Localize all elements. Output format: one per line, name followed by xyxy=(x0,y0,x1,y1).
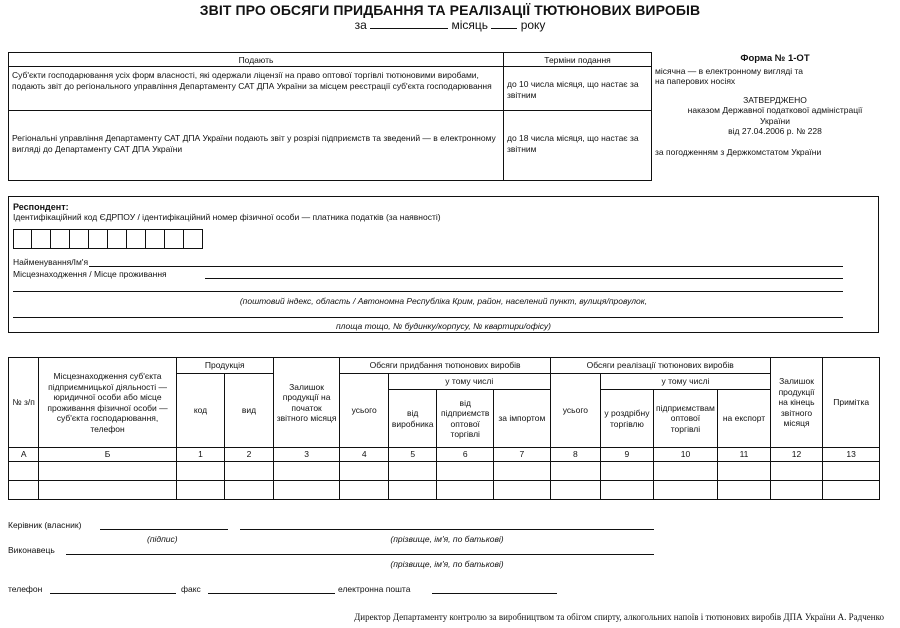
id-code-digit[interactable] xyxy=(70,229,89,249)
head-signature-field[interactable] xyxy=(100,529,228,530)
submitters-header: Подають xyxy=(9,53,504,67)
main-table xyxy=(8,357,880,500)
respondent-label: Респондент: xyxy=(13,202,69,212)
cell[interactable] xyxy=(225,461,274,480)
header-kind: вид xyxy=(225,374,274,448)
cell[interactable] xyxy=(653,480,718,499)
head-label: Керівник (власник) xyxy=(8,520,82,530)
col-num: 5 xyxy=(388,448,437,462)
deadlines-header: Терміни подання xyxy=(504,53,652,67)
cell[interactable] xyxy=(273,461,340,480)
header-from-wholesale: від підприємств оптової торгівлі xyxy=(437,390,494,448)
id-code-digit[interactable] xyxy=(165,229,184,249)
cell[interactable] xyxy=(176,480,225,499)
submitter-row-2: Регіональні управління Департаменту САТ ДПА України подають звіт у розрізі підприємств та зведений — в електронному вигляді до Департаменту САТ ДПА України xyxy=(9,111,504,181)
header-purchase: Обсяги придбання тютюнових виробів xyxy=(340,358,550,374)
address-hint-2: площа тощо, № будинку/корпусу, № квартири/офісу) xyxy=(336,321,551,331)
form-number: Форма № 1-ОТ xyxy=(740,53,810,64)
cell[interactable] xyxy=(770,480,823,499)
approved-by-line-2: України xyxy=(760,115,790,126)
column-number-row xyxy=(9,448,880,462)
cell[interactable] xyxy=(823,480,880,499)
cell[interactable] xyxy=(770,461,823,480)
header-purchase-total: усього xyxy=(340,374,389,448)
header-sales-total: усього xyxy=(550,374,601,448)
cell[interactable] xyxy=(9,480,39,499)
header-note: Примітка xyxy=(823,358,880,448)
cell[interactable] xyxy=(718,461,771,480)
reporting-period xyxy=(0,18,900,32)
col-num: 7 xyxy=(494,448,551,462)
approved-date: від 27.04.2006 р. № 228 xyxy=(728,126,822,136)
col-num: 13 xyxy=(823,448,880,462)
phone-field[interactable] xyxy=(50,593,176,594)
cell[interactable] xyxy=(494,480,551,499)
id-code-digit[interactable] xyxy=(32,229,51,249)
period-year-label: року xyxy=(520,18,546,32)
id-code-digit[interactable] xyxy=(51,229,70,249)
col-num: 12 xyxy=(770,448,823,462)
cell[interactable] xyxy=(494,461,551,480)
approved-by-line-1: наказом Державної податкової адміністрації xyxy=(687,105,863,115)
head-name-hint: (прізвище, ім'я, по батькові) xyxy=(390,534,504,544)
cell[interactable] xyxy=(340,461,389,480)
periodicity-line-2: на паперових носіях xyxy=(655,76,736,86)
header-row-number: № з/п xyxy=(9,358,39,448)
cell[interactable] xyxy=(225,480,274,499)
location-label: Місцезнаходження / Місце проживання xyxy=(13,269,167,279)
periodicity-line-1: місячна — в електронному вигляді та xyxy=(655,65,803,76)
header-code: код xyxy=(176,374,225,448)
header-product: Продукція xyxy=(176,358,273,374)
id-code-digit[interactable] xyxy=(184,229,203,249)
col-num: 3 xyxy=(273,448,340,462)
cell[interactable] xyxy=(823,461,880,480)
header-to-wholesale: підприємствам оптової торгівлі xyxy=(653,390,718,448)
respondent-block xyxy=(8,196,879,333)
name-field[interactable] xyxy=(89,266,843,267)
id-code-boxes[interactable] xyxy=(13,229,203,249)
col-num: 9 xyxy=(601,448,654,462)
id-code-digit[interactable] xyxy=(13,229,32,249)
table-row[interactable] xyxy=(9,461,880,480)
agreement-note: за погодженням з Держкомстатом України xyxy=(655,146,822,157)
cell[interactable] xyxy=(550,480,601,499)
col-num: Б xyxy=(39,448,176,462)
id-code-digit[interactable] xyxy=(89,229,108,249)
head-name-field[interactable] xyxy=(240,529,654,530)
footer-signature: Директор Департаменту контролю за виробництвом та обігом спирту, алкогольних напоїв і тютюнових виробів ДПА України А. Радченко xyxy=(354,612,884,622)
col-num: 4 xyxy=(340,448,389,462)
id-code-digit[interactable] xyxy=(146,229,165,249)
executor-hint: (прізвище, ім'я, по батькові) xyxy=(390,559,504,569)
cell[interactable] xyxy=(39,480,176,499)
header-sales: Обсяги реалізації тютюнових виробів xyxy=(550,358,770,374)
header-retail: у роздрібну торгівлю xyxy=(601,390,654,448)
approved-label: ЗАТВЕРДЖЕНО xyxy=(743,94,807,105)
email-label: електронна пошта xyxy=(338,584,411,594)
id-code-digit[interactable] xyxy=(108,229,127,249)
submitter-row-1: Суб'єкти господарювання усіх форм власності, які одержали ліцензії на право оптової торгівлі тютюновими виробами, подають звіт до регіонального управління Департаменту САТ ДПА України за місцем реєстрації суб'єкта господарювання xyxy=(9,67,504,111)
cell[interactable] xyxy=(388,480,437,499)
cell[interactable] xyxy=(437,480,494,499)
table-row[interactable] xyxy=(9,480,880,499)
executor-label: Виконавець xyxy=(8,545,55,555)
cell[interactable] xyxy=(340,480,389,499)
header-balance-end: Залишок продукції на кінець звітного місяця xyxy=(770,358,823,448)
phone-label: телефон xyxy=(8,584,43,594)
location-field-line-2[interactable] xyxy=(13,291,843,292)
id-code-label: Ідентифікаційний код ЄДРПОУ / ідентифікаційний номер фізичної особи — платника податків (за наявності) xyxy=(13,212,441,222)
cell[interactable] xyxy=(550,461,601,480)
deadline-row-1: до 10 числа місяця, що настає за звітним xyxy=(504,67,652,111)
cell[interactable] xyxy=(273,480,340,499)
signature-hint: (підпис) xyxy=(147,534,178,544)
location-field-line-3[interactable] xyxy=(13,317,843,318)
header-location: Місцезнаходження суб'єкта підприємницької діяльності — юридичної особи або місце проживання фізичної особи — суб'єкта господарювання, телефон xyxy=(39,358,176,448)
header-sales-incl: у тому числі xyxy=(601,374,771,390)
cell[interactable] xyxy=(176,461,225,480)
header-export: на експорт xyxy=(718,390,771,448)
deadline-row-2: до 18 числа місяця, що настає за звітним xyxy=(504,111,652,181)
executor-field[interactable] xyxy=(66,554,654,555)
month-field[interactable] xyxy=(370,18,448,29)
year-field[interactable] xyxy=(491,18,517,29)
col-num: 2 xyxy=(225,448,274,462)
fax-field[interactable] xyxy=(208,593,335,594)
form-info xyxy=(655,52,895,157)
col-num: А xyxy=(9,448,39,462)
header-purchase-incl: у тому числі xyxy=(388,374,550,390)
period-prefix: за xyxy=(354,18,367,32)
col-num: 6 xyxy=(437,448,494,462)
fax-label: факс xyxy=(181,584,201,594)
id-code-digit[interactable] xyxy=(127,229,146,249)
cell[interactable] xyxy=(9,461,39,480)
cell[interactable] xyxy=(601,461,654,480)
email-field[interactable] xyxy=(432,593,557,594)
col-num: 11 xyxy=(718,448,771,462)
header-from-manufacturer: від виробника xyxy=(388,390,437,448)
submission-table xyxy=(8,52,652,181)
location-field[interactable] xyxy=(205,278,843,279)
cell[interactable] xyxy=(39,461,176,480)
cell[interactable] xyxy=(653,461,718,480)
cell[interactable] xyxy=(718,480,771,499)
period-month-label: місяць xyxy=(451,18,488,32)
col-num: 10 xyxy=(653,448,718,462)
cell[interactable] xyxy=(388,461,437,480)
cell[interactable] xyxy=(437,461,494,480)
form-title: ЗВІТ ПРО ОБСЯГИ ПРИДБАННЯ ТА РЕАЛІЗАЦІЇ ТЮТЮНОВИХ ВИРОБІВ xyxy=(199,2,701,18)
header-import: за імпортом xyxy=(494,390,551,448)
address-hint-1: (поштовий індекс, область / Автономна Республіка Крим, район, населений пункт, вулиця/провулок, xyxy=(239,296,648,306)
col-num: 8 xyxy=(550,448,601,462)
name-label: Найменування/Ім'я xyxy=(13,257,89,267)
header-balance-start: Залишок продукції на початок звітного місяця xyxy=(273,358,340,448)
cell[interactable] xyxy=(601,480,654,499)
col-num: 1 xyxy=(176,448,225,462)
